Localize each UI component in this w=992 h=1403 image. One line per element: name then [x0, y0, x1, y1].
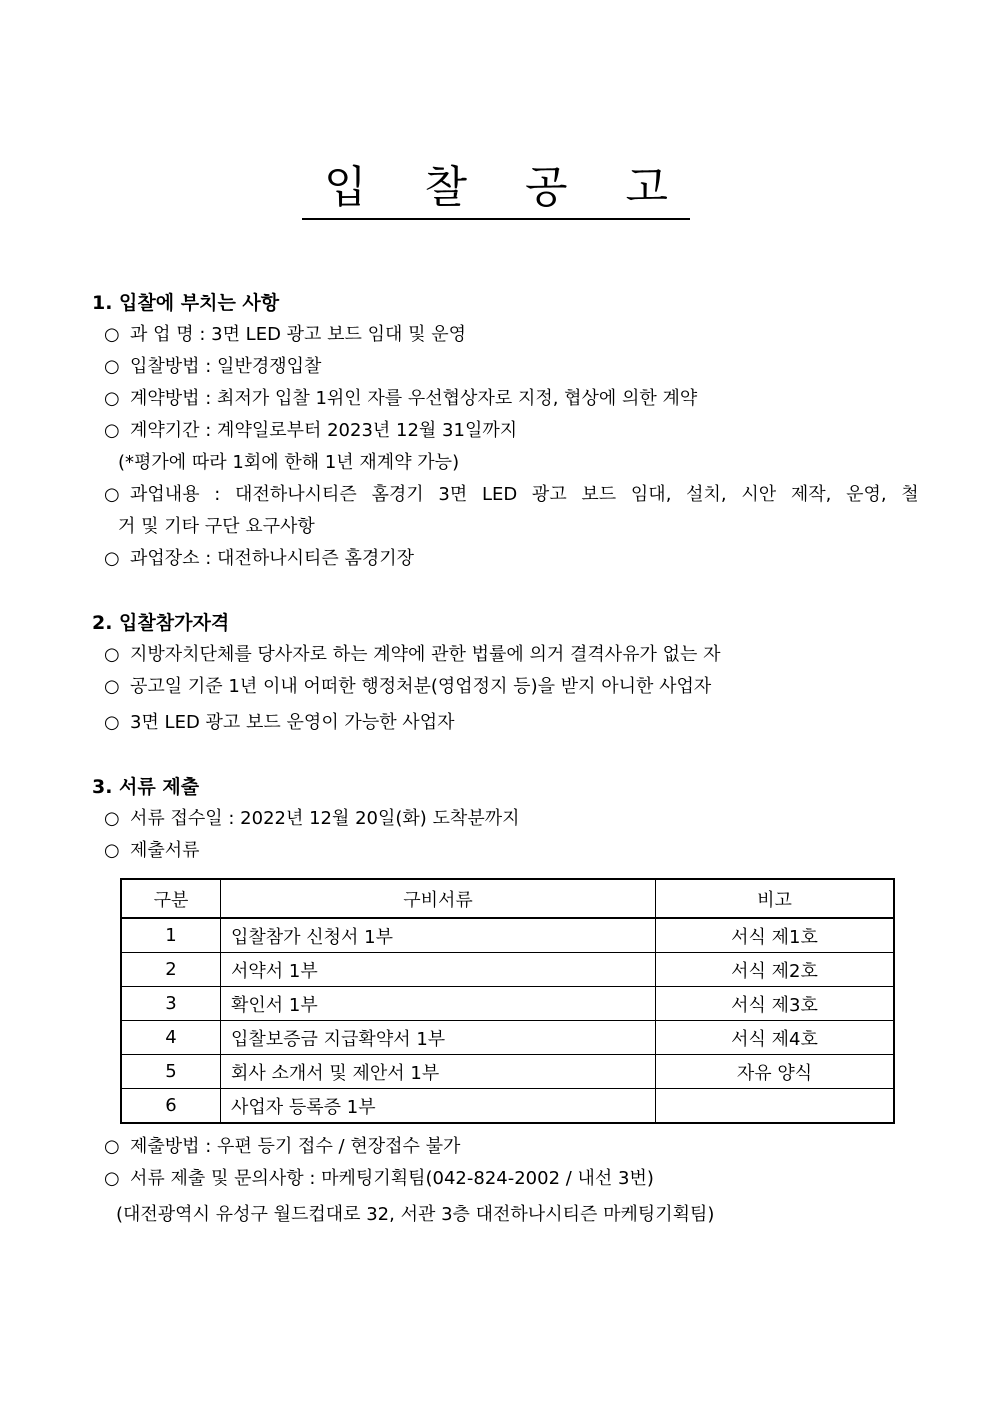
- row-remark: 서식 제3호: [656, 987, 895, 1021]
- s2-item-qualification-1: ○ 지방자치단체를 당사자로 하는 계약에 관한 법률에 의거 결격사유가 없는 자: [104, 642, 721, 668]
- s1-item-contract-method: ○ 계약방법 : 최저가 입찰 1위인 자를 우선협상자로 지정, 협상에 의한 계약: [104, 386, 697, 412]
- s1-contract-note: (*평가에 따라 1회에 한해 1년 재계약 가능): [118, 452, 460, 473]
- s3-item-receipt-date: ○ 서류 접수일 : 2022년 12월 20일(화) 도착분까지: [104, 806, 520, 832]
- header-remarks: 비고: [656, 879, 895, 918]
- row-number: 4: [121, 1021, 221, 1055]
- bullet-icon: ○: [104, 420, 120, 441]
- row-number: 6: [121, 1089, 221, 1124]
- table-row: [121, 1021, 894, 1055]
- section2-heading: 2. 입찰참가자격: [92, 612, 230, 634]
- s3-item-docs-label: ○ 제출서류: [104, 838, 200, 864]
- row-remark: 서식 제1호: [656, 918, 895, 953]
- row-number: 1: [121, 918, 221, 953]
- row-document: 입찰참가 신청서 1부: [221, 918, 656, 953]
- bullet-icon: ○: [104, 808, 120, 829]
- bullet-icon: ○: [104, 324, 120, 345]
- row-remark: 서식 제4호: [656, 1021, 895, 1055]
- table-row: [121, 953, 894, 987]
- header-documents: 구비서류: [221, 879, 656, 918]
- s1-item-bid-method: ○ 입찰방법 : 일반경쟁입찰: [104, 354, 321, 380]
- row-remark: 자유 양식: [656, 1055, 895, 1089]
- row-document: 사업자 등록증 1부: [221, 1089, 656, 1124]
- row-remark: [656, 1089, 895, 1124]
- bullet-icon: ○: [104, 712, 120, 733]
- row-number: 3: [121, 987, 221, 1021]
- s3-item-submit-method: ○ 제출방법 : 우편 등기 접수 / 현장접수 불가: [104, 1134, 460, 1160]
- row-document: 확인서 1부: [221, 987, 656, 1021]
- required-documents-table: [120, 878, 895, 1124]
- section1-heading: 1. 입찰에 부치는 사항: [92, 292, 280, 314]
- bullet-icon: ○: [104, 644, 120, 665]
- row-document: 회사 소개서 및 제안서 1부: [221, 1055, 656, 1089]
- s2-item-qualification-3: ○ 3면 LED 광고 보드 운영이 가능한 사업자: [104, 710, 454, 736]
- header-category: 구분: [121, 879, 221, 918]
- s1-item-project-name: ○ 과 업 명 : 3면 LED 광고 보드 임대 및 운영: [104, 322, 466, 348]
- table-row: [121, 1089, 894, 1124]
- bullet-icon: ○: [104, 676, 120, 697]
- s1-item-task-content: ○ 과업내용 : 대전하나시티즌 홈경기 3면 LED 광고 보드 임대, 설치, 시안 제작, 운영, 철: [104, 482, 896, 508]
- s3-address: (대전광역시 유성구 월드컵대로 32, 서관 3층 대전하나시티즌 마케팅기획팀): [116, 1204, 715, 1225]
- row-number: 5: [121, 1055, 221, 1089]
- table-header-row: [121, 879, 894, 918]
- section3-heading: 3. 서류 제출: [92, 776, 200, 798]
- s1-item-task-place: ○ 과업장소 : 대전하나시티즌 홈경기장: [104, 546, 414, 572]
- bullet-icon: ○: [104, 1168, 120, 1189]
- table-row: [121, 1055, 894, 1089]
- s2-item-qualification-2: ○ 공고일 기준 1년 이내 어떠한 행정처분(영업정지 등)을 받지 아니한 사업자: [104, 674, 711, 700]
- title-text: 입 찰 공 고: [302, 160, 690, 220]
- document-title: [0, 160, 992, 220]
- bullet-icon: ○: [104, 840, 120, 861]
- bullet-icon: ○: [104, 1136, 120, 1157]
- row-document: 입찰보증금 지급확약서 1부: [221, 1021, 656, 1055]
- s3-item-inquiry: ○ 서류 제출 및 문의사항 : 마케팅기획팀(042-824-2002 / 내선 3번): [104, 1166, 654, 1192]
- bullet-icon: ○: [104, 484, 120, 505]
- s1-item-contract-period: ○ 계약기간 : 계약일로부터 2023년 12월 31일까지: [104, 418, 517, 444]
- s1-task-content-continued: 거 및 기타 구단 요구사항: [118, 516, 315, 537]
- row-remark: 서식 제2호: [656, 953, 895, 987]
- bullet-icon: ○: [104, 356, 120, 377]
- bullet-icon: ○: [104, 388, 120, 409]
- bullet-icon: ○: [104, 548, 120, 569]
- table-row: [121, 987, 894, 1021]
- table-row: [121, 918, 894, 953]
- row-document: 서약서 1부: [221, 953, 656, 987]
- row-number: 2: [121, 953, 221, 987]
